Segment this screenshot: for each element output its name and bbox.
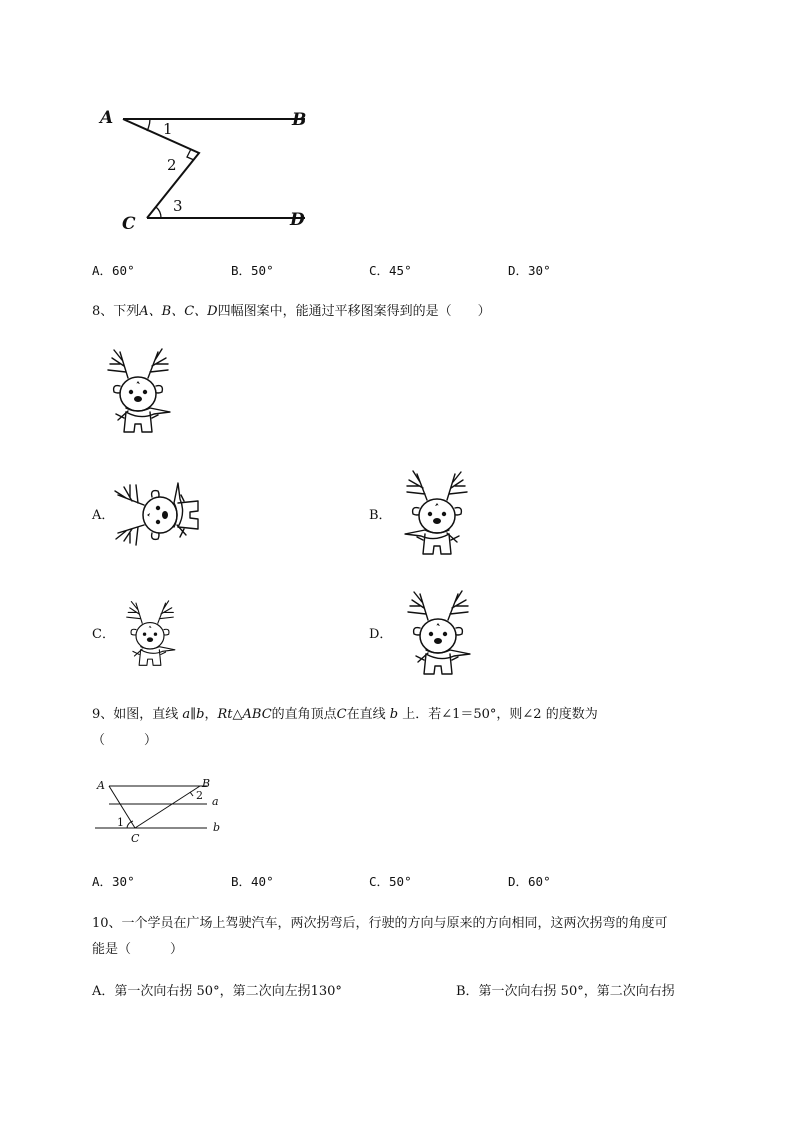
- q7-option-d-value: 30°: [528, 263, 551, 278]
- q9-fig-label-1: 1: [117, 816, 124, 829]
- q9-fig-label-a: a: [212, 795, 219, 808]
- q8-question: [92, 304, 491, 320]
- q9-question-line2: （ ）: [92, 733, 158, 748]
- q8-suffix: 四幅图案中，能通过平移图案得到的是（ ）: [217, 304, 491, 319]
- angle-label-2: 2: [167, 156, 177, 174]
- q9-option-b-value: 40°: [251, 874, 274, 889]
- q9-option-a-letter: A．: [92, 874, 113, 889]
- q7-option-d[interactable]: [508, 263, 551, 279]
- q7-option-a[interactable]: [92, 263, 135, 279]
- q9-option-b-letter: B．: [231, 874, 252, 889]
- q9-text-c: 的直角顶点: [271, 707, 337, 722]
- q8-option-a-deer-image[interactable]: [114, 470, 204, 560]
- q9-option-c[interactable]: [369, 874, 412, 890]
- q7-option-c-value: 45°: [389, 263, 412, 278]
- q9-question-line1: [92, 707, 598, 723]
- q9-text-rt: Rt△ABC: [217, 707, 272, 722]
- q9-text-e: 上．若∠1＝50°，则∠2 的度数为: [398, 707, 598, 722]
- q8-option-d-label[interactable]: D．: [369, 627, 393, 642]
- q9-option-c-letter: C．: [369, 874, 390, 889]
- q10-option-a[interactable]: A．第一次向右拐 50°，第二次向左拐130°: [92, 984, 342, 999]
- point-label-C: C: [122, 214, 136, 234]
- q7-option-b-value: 50°: [251, 263, 274, 278]
- q8-reference-deer-image: [97, 348, 179, 438]
- q9-option-a-value: 30°: [112, 874, 135, 889]
- q8-option-a-label[interactable]: A．: [92, 508, 115, 523]
- q8-prefix: 8、下列: [92, 304, 140, 319]
- angle-label-3: 3: [173, 197, 183, 215]
- q9-option-d[interactable]: [508, 874, 551, 890]
- q9-text-ab: a∥b: [182, 707, 205, 722]
- q8-option-d-deer-image[interactable]: [397, 590, 479, 680]
- q9-text-a: 9、如图，直线: [92, 707, 183, 722]
- q8-option-b-label[interactable]: B．: [369, 508, 392, 523]
- q7-option-a-value: 60°: [112, 263, 135, 278]
- q9-option-b[interactable]: [231, 874, 274, 890]
- q10-question-line1: 10、一个学员在广场上驾驶汽车，两次拐弯后，行驶的方向与原来的方向相同，这两次拐弯的角度可: [92, 916, 668, 931]
- q8-option-c-label[interactable]: C．: [92, 627, 115, 642]
- point-label-B: B: [292, 110, 307, 130]
- q9-option-d-value: 60°: [528, 874, 551, 889]
- q8-option-b-deer-image[interactable]: [396, 470, 478, 560]
- q9-text-d: 在直线: [346, 707, 390, 722]
- q9-option-c-value: 50°: [389, 874, 412, 889]
- q8-letters: A、B、C、D: [139, 304, 218, 319]
- q9-fig-label-C: C: [131, 832, 140, 845]
- point-label-A: A: [100, 108, 114, 128]
- q7-option-a-letter: A．: [92, 263, 113, 278]
- q9-text-b: ，: [204, 707, 218, 722]
- q10-option-b[interactable]: B．第一次向右拐 50°，第二次向右拐: [456, 984, 675, 999]
- q9-option-a[interactable]: [92, 874, 135, 890]
- q9-fig-label-A: A: [97, 779, 105, 792]
- q7-option-b[interactable]: [231, 263, 274, 279]
- q9-text-bvar: b: [389, 707, 399, 722]
- q9-fig-label-b: b: [213, 821, 221, 834]
- q7-option-c-letter: C．: [369, 263, 390, 278]
- q9-fig-label-B: B: [202, 777, 211, 790]
- q8-option-c-deer-image[interactable]: [118, 600, 182, 670]
- angle-label-1: 1: [163, 120, 173, 138]
- q10-question-line2: 能是（ ）: [92, 942, 184, 957]
- q7-option-b-letter: B．: [231, 263, 252, 278]
- q9-option-d-letter: D．: [508, 874, 529, 889]
- q9-fig-label-2: 2: [196, 789, 203, 802]
- q7-option-d-letter: D．: [508, 263, 529, 278]
- q7-option-c[interactable]: [369, 263, 412, 279]
- point-label-D: D: [290, 210, 305, 230]
- q9-text-C: C: [336, 707, 347, 722]
